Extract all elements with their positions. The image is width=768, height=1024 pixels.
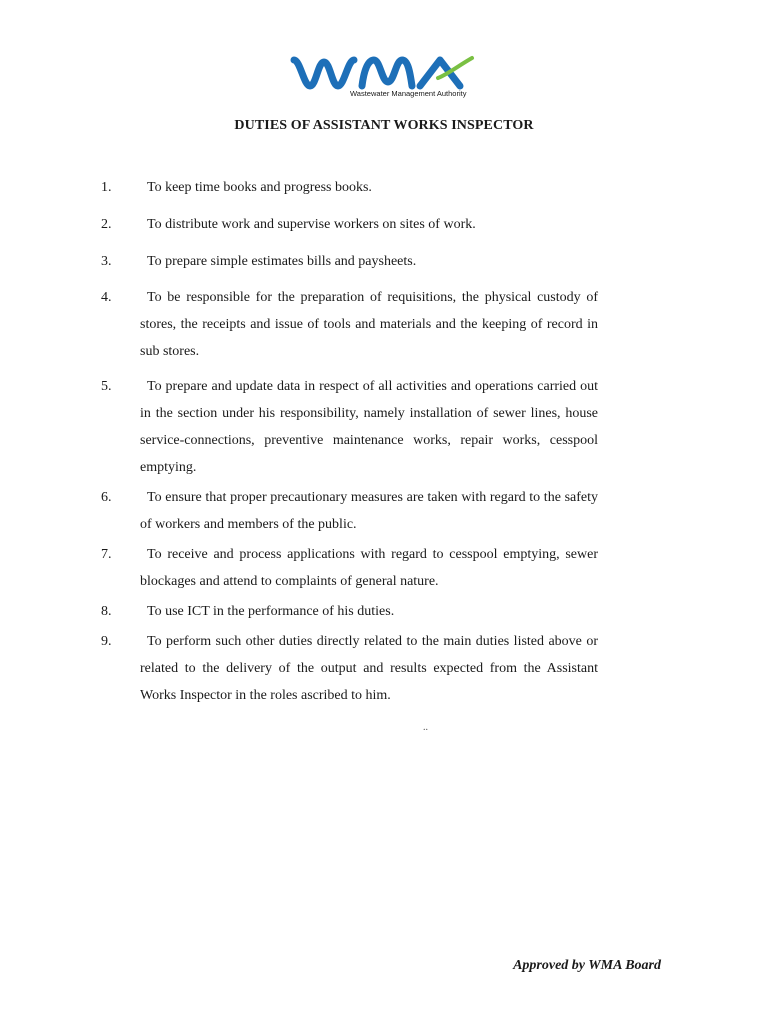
item-number: 8. xyxy=(101,604,112,619)
item-number: 7. xyxy=(101,547,112,562)
item-text: To receive and process applications with regard to cesspool emptying, sewer blockages and attend to complaints of general nature. xyxy=(140,547,598,589)
item-number: 9. xyxy=(101,634,112,649)
approval-note: Approved by WMA Board xyxy=(513,958,661,973)
item-number: 6. xyxy=(101,490,112,505)
item-text: To perform such other duties directly related to the main duties listed above or related to the delivery of the output and results expected from the Assistant Works Inspector in the roles ascribed to him. xyxy=(140,634,598,703)
item-text: To distribute work and supervise workers on sites of work. xyxy=(147,217,476,232)
item-text: To prepare simple estimates bills and paysheets. xyxy=(147,254,417,269)
item-number: 4. xyxy=(101,290,112,305)
document-title: DUTIES OF ASSISTANT WORKS INSPECTOR xyxy=(234,118,534,133)
item-text: To ensure that proper precautionary measures are taken with regard to the safety of workers and members of the public. xyxy=(140,490,598,532)
item-number: 2. xyxy=(101,217,112,232)
separator-dots: .. xyxy=(423,722,428,733)
item-number: 1. xyxy=(101,180,112,195)
item-text: To prepare and update data in respect of all activities and operations carried out in the section under his responsibility, namely installation of sewer lines, house service-connections, preventive maintenance works, repair works, cesspool emptying. xyxy=(140,379,598,475)
item-text: To use ICT in the performance of his duties. xyxy=(147,604,395,619)
item-number: 3. xyxy=(101,254,112,269)
logo-caption: Wastewater Management Authority xyxy=(350,89,467,98)
item-text: To be responsible for the preparation of requisitions, the physical custody of stores, the receipts and issue of tools and materials and the keeping of record in sub stores. xyxy=(140,290,598,359)
item-text: To keep time books and progress books. xyxy=(147,180,372,195)
item-number: 5. xyxy=(101,379,112,394)
